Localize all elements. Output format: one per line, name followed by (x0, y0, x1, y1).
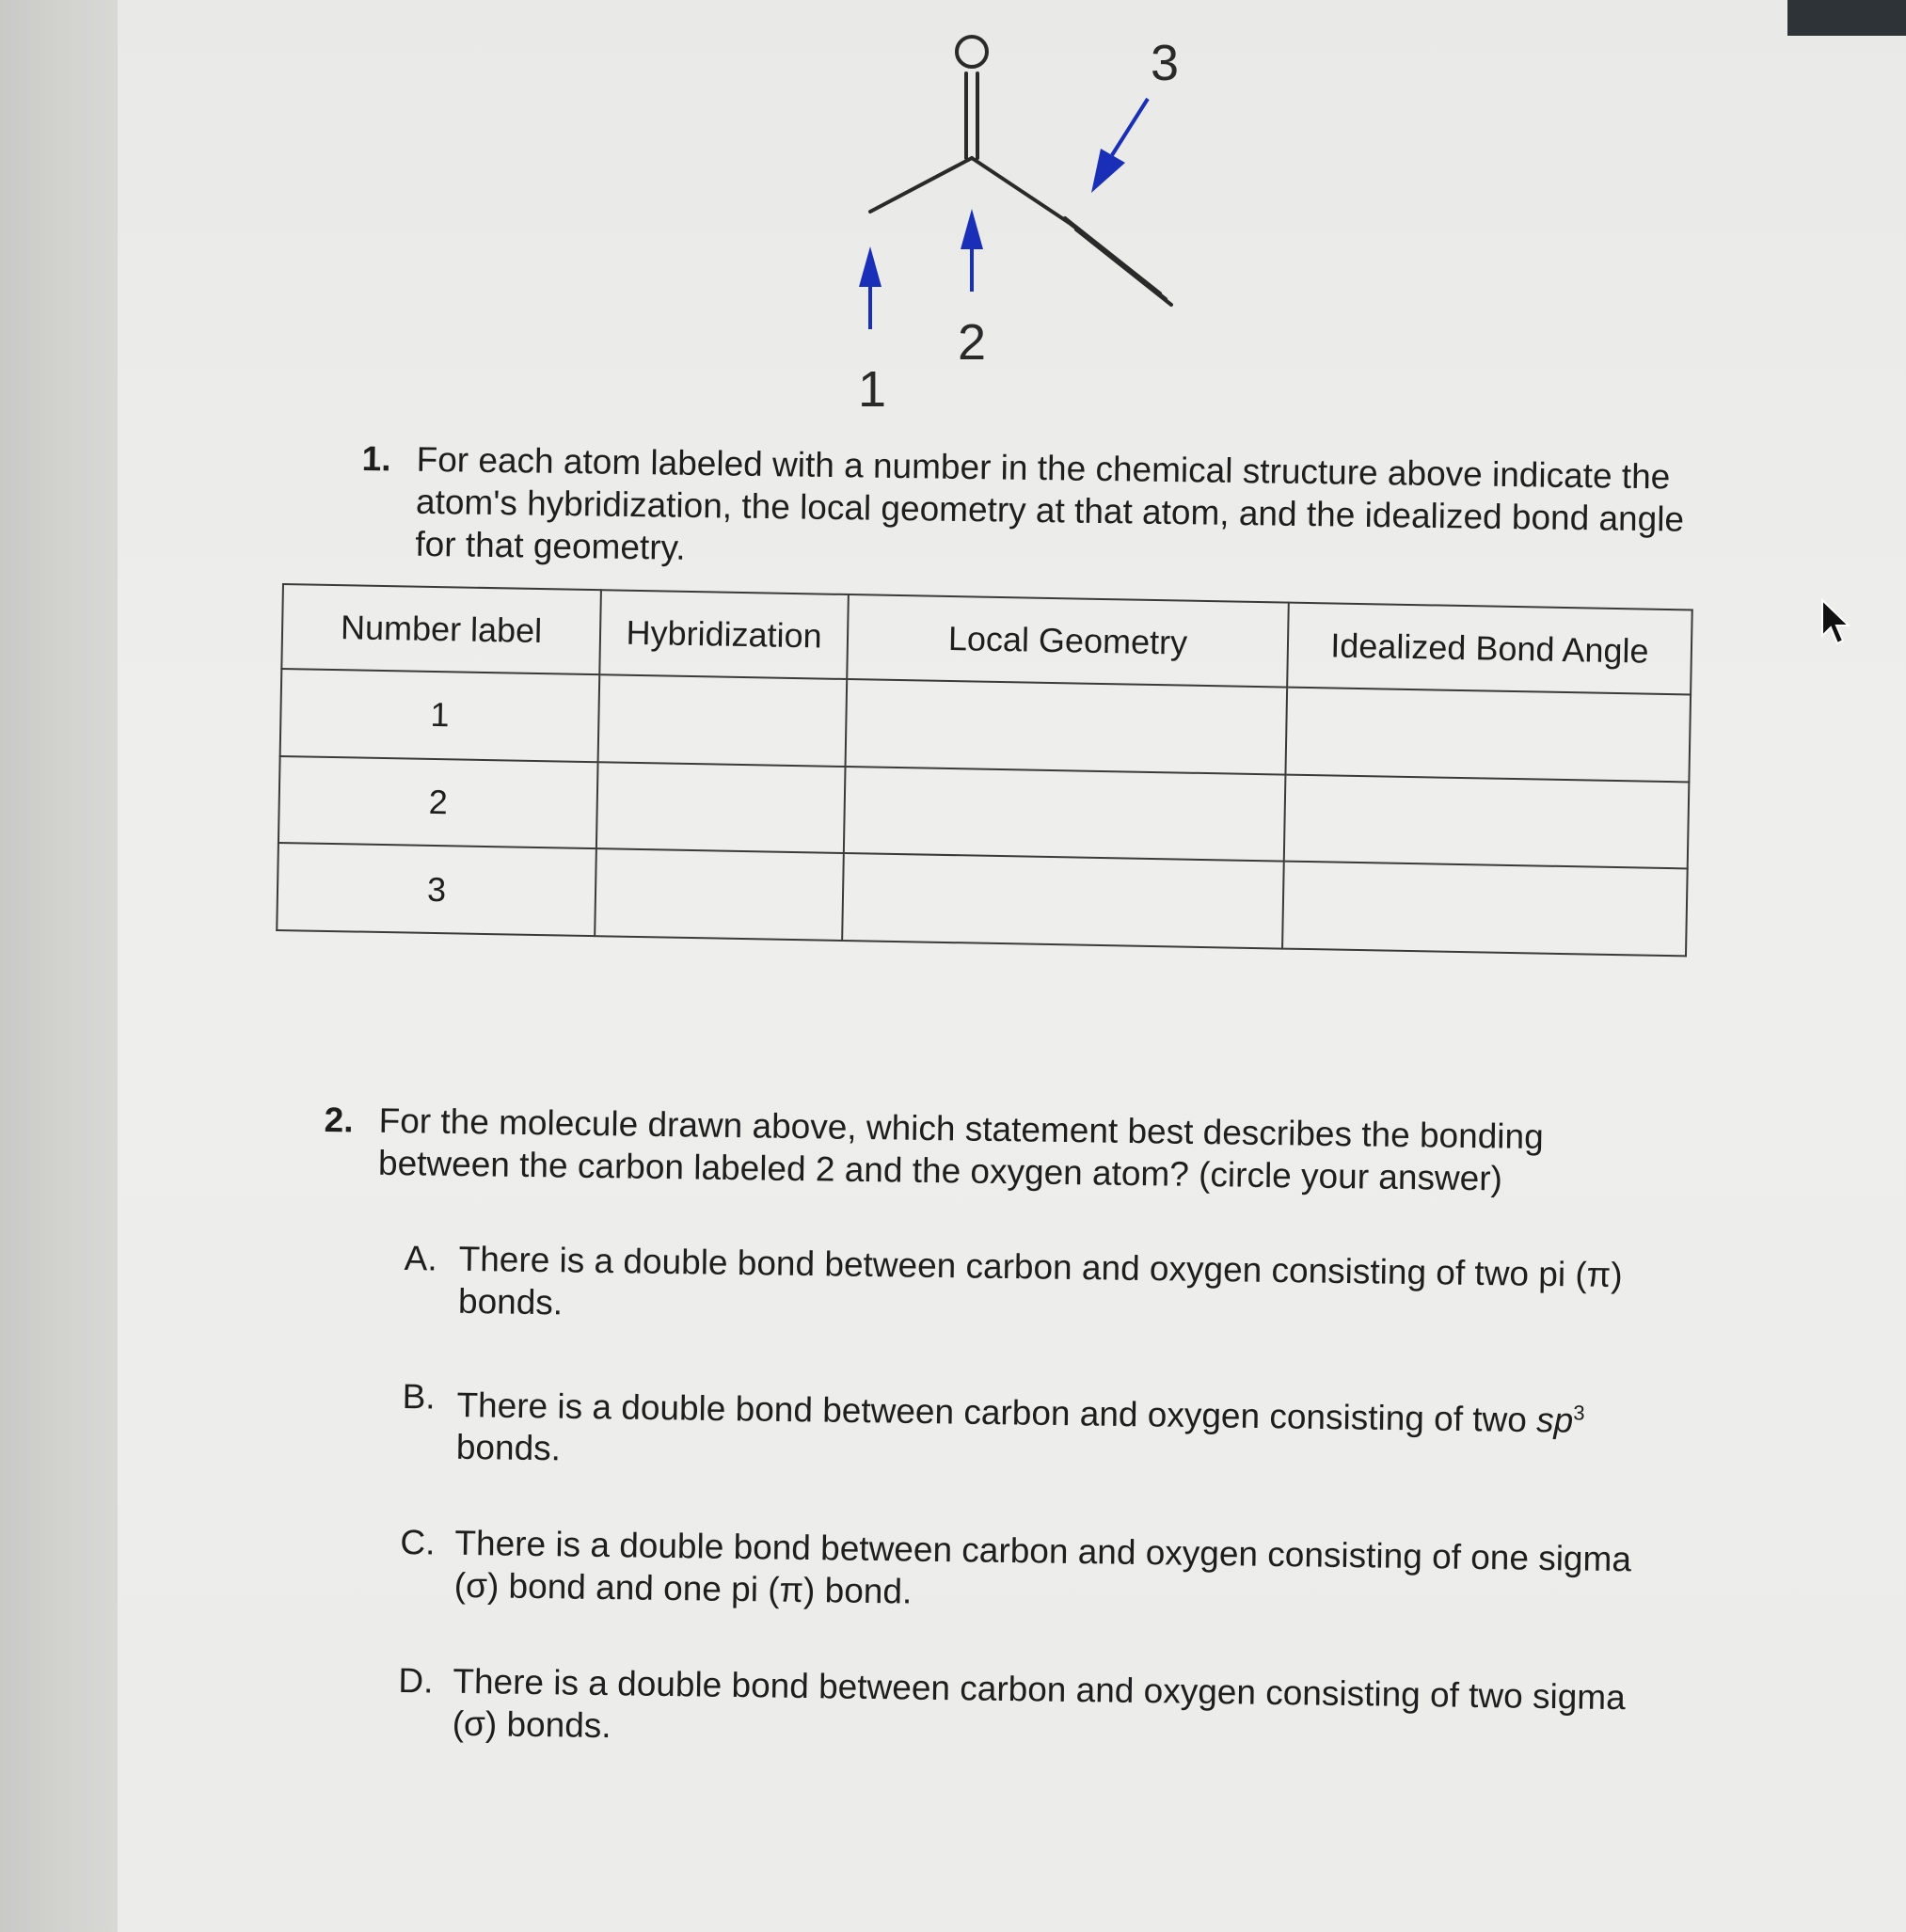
arrow-3 (1112, 99, 1148, 155)
arrow-2-head (961, 209, 983, 249)
option-text (456, 1376, 1663, 1485)
hybridization-cell[interactable] (595, 848, 844, 940)
row-label: 2 (278, 756, 598, 849)
hybridization-cell[interactable] (596, 762, 846, 853)
row-label: 3 (277, 843, 596, 936)
chemical-structure (828, 19, 1223, 433)
sp-superscript: 3 (1573, 1401, 1585, 1425)
bond-methyl (870, 158, 972, 212)
header-hybridization: Hybridization (599, 590, 849, 679)
answer-table (276, 583, 1693, 957)
header-number-label: Number label (281, 584, 601, 674)
label-2: 2 (958, 314, 987, 371)
geometry-cell[interactable] (846, 679, 1288, 774)
option-d[interactable] (397, 1659, 1659, 1762)
question-1 (360, 437, 1698, 583)
question-2-text: For the molecule drawn above, which statement best describes the bonding between the carbon labeled 2 and the oxygen atom? (circle your answer) (377, 1101, 1545, 1198)
option-a[interactable] (404, 1237, 1665, 1339)
angle-cell[interactable] (1285, 688, 1691, 783)
option-c[interactable] (400, 1521, 1661, 1623)
question-2-number: 2. (324, 1100, 354, 1140)
label-3: 3 (1151, 35, 1180, 91)
angle-cell[interactable] (1282, 862, 1688, 957)
option-letter: C. (400, 1523, 436, 1562)
hybridization-cell[interactable] (598, 674, 848, 766)
oxygen-atom (957, 37, 987, 67)
bond-triple-3 (1076, 230, 1171, 305)
geometry-cell[interactable] (842, 853, 1284, 948)
option-text: There is a double bond between carbon and oxygen consisting of one sigma (σ) bond and one pi (π) bond. (453, 1524, 1632, 1611)
label-arrows (859, 99, 1148, 329)
option-text: There is a double bond between carbon and oxygen consisting of two pi (π) bonds. (457, 1239, 1623, 1322)
option-text: There is a double bond between carbon and oxygen consisting of two sigma (σ) bonds. (452, 1662, 1627, 1746)
monitor-bezel (1787, 0, 1906, 36)
sp-term: sp (1535, 1401, 1574, 1440)
question-2 (324, 1099, 1613, 1201)
question-1-text: For each atom labeled with a number in the chemical structure above indicate the atom's hybridization, the local geometry at that atom, and the idealized bond angle for that geometry. (415, 439, 1685, 567)
option-text-after: bonds. (455, 1428, 562, 1468)
answer-options (397, 1237, 1665, 1815)
question-1-number: 1. (361, 438, 391, 479)
label-1: 1 (858, 361, 887, 418)
row-label: 1 (280, 669, 600, 762)
bond-c2-c3 (972, 158, 1071, 224)
option-letter: A. (404, 1238, 437, 1278)
option-b[interactable] (402, 1375, 1663, 1485)
arrow-1-head (859, 246, 882, 287)
option-text-before: There is a double bond between carbon and oxygen consisting of two (456, 1386, 1537, 1440)
arrow-3-head (1091, 149, 1125, 193)
option-letter: B. (402, 1376, 436, 1417)
option-letter: D. (398, 1661, 434, 1701)
angle-cell[interactable] (1284, 774, 1690, 869)
geometry-cell[interactable] (844, 767, 1286, 862)
header-local-geometry: Local Geometry (847, 594, 1289, 688)
header-bond-angle: Idealized Bond Angle (1287, 603, 1692, 695)
monitor-edge (0, 0, 118, 1932)
mouse-pointer-icon (1820, 598, 1852, 647)
